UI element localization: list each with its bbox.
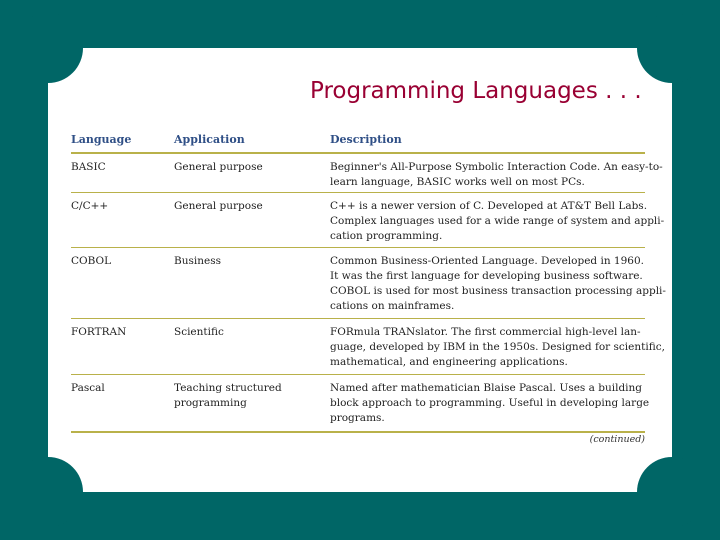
application-cell xyxy=(174,325,324,340)
application-cell xyxy=(174,199,324,214)
description-line: Complex languages used for a wide range of system and appli- xyxy=(330,215,665,227)
description-line: block approach to programming. Useful in developing large xyxy=(330,397,650,409)
table-row xyxy=(71,319,665,375)
description-cell xyxy=(330,199,665,244)
language-cell: C/C++ xyxy=(71,200,109,212)
description-line: It was the first language for developing business software. xyxy=(330,270,643,282)
description-line: COBOL is used for most business transaction processing appli- xyxy=(330,285,666,297)
application-line: Teaching structured xyxy=(174,382,282,394)
language-cell: FORTRAN xyxy=(71,326,127,338)
corner-notch-bottom-right xyxy=(637,457,707,527)
description-line: cation programming. xyxy=(330,230,443,242)
description-line: FORmula TRANslator. The first commercial high-level lan- xyxy=(330,326,641,338)
header-application: Application xyxy=(174,133,245,146)
table-header xyxy=(71,130,645,154)
table-row xyxy=(71,375,650,433)
header-language: Language xyxy=(71,133,132,146)
application-line: Business xyxy=(174,255,221,267)
table-row xyxy=(71,193,665,248)
continued-note: (continued) xyxy=(589,434,645,445)
application-line: programming xyxy=(174,397,247,409)
languages-table xyxy=(71,130,666,445)
application-line: General purpose xyxy=(174,161,263,173)
language-cell: Pascal xyxy=(71,382,105,394)
slide-title: Programming Languages . . . xyxy=(310,78,642,104)
description-line: Beginner's All-Purpose Symbolic Interaction Code. An easy-to- xyxy=(330,161,663,173)
description-line: guage, developed by IBM in the 1950s. Designed for scientific, xyxy=(330,341,665,353)
language-cell: COBOL xyxy=(71,255,112,267)
description-line: learn language, BASIC works well on most PCs. xyxy=(330,176,585,188)
description-cell xyxy=(330,325,665,370)
description-line: Named after mathematician Blaise Pascal. Uses a building xyxy=(330,382,643,394)
table-row xyxy=(71,154,663,193)
table-row xyxy=(71,248,666,319)
language-cell: BASIC xyxy=(71,161,106,173)
description-cell xyxy=(330,381,650,426)
description-cell xyxy=(330,254,666,314)
application-line: General purpose xyxy=(174,200,263,212)
application-cell xyxy=(174,160,324,175)
application-cell xyxy=(174,254,324,269)
corner-notch-bottom-left xyxy=(13,457,83,527)
corner-notch-top-left xyxy=(13,13,83,83)
description-line: Common Business-Oriented Language. Developed in 1960. xyxy=(330,255,644,267)
description-cell xyxy=(330,160,663,190)
application-cell xyxy=(174,381,324,411)
description-line: C++ is a newer version of C. Developed at AT&T Bell Labs. xyxy=(330,200,648,212)
header-description: Description xyxy=(330,133,402,146)
application-line: Scientific xyxy=(174,326,224,338)
description-line: mathematical, and engineering applications. xyxy=(330,356,568,368)
description-line: programs. xyxy=(330,412,385,424)
description-line: cations on mainframes. xyxy=(330,300,455,312)
corner-notch-top-right xyxy=(637,13,707,83)
